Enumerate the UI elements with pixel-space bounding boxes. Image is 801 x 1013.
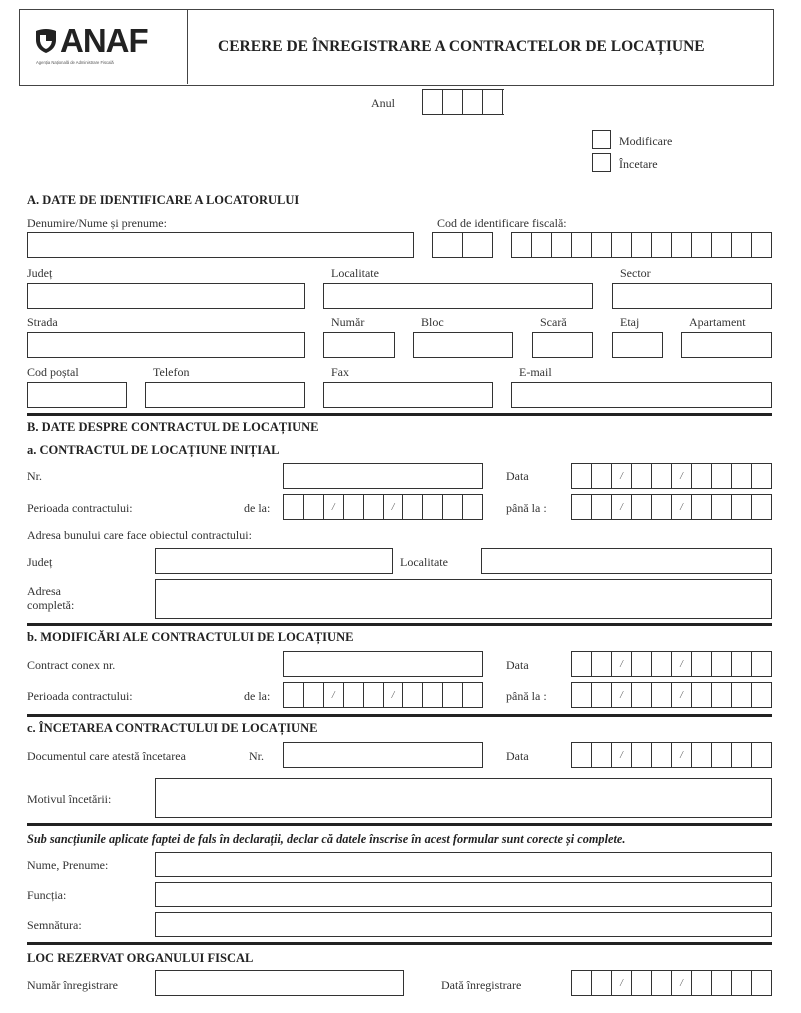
- year-cell[interactable]: [463, 90, 483, 114]
- date-cell[interactable]: [284, 683, 304, 707]
- date-cell[interactable]: [652, 743, 672, 767]
- cif-prefix-cell[interactable]: [433, 233, 463, 257]
- judet-label: Județ: [27, 266, 53, 280]
- scara-input[interactable]: [532, 332, 593, 358]
- section-b-c-title: c. ÎNCETAREA CONTRACTULUI DE LOCAȚIUNE: [27, 721, 318, 735]
- date-separator-cell[interactable]: [672, 464, 692, 488]
- conex-date-cells[interactable]: [571, 651, 772, 677]
- data-label: Data: [506, 469, 529, 483]
- conex-pana-la-label: până la :: [506, 689, 547, 703]
- date-cell[interactable]: [732, 683, 752, 707]
- section-b-a-title: a. CONTRACTUL DE LOCAȚIUNE INIȚIAL: [27, 443, 280, 457]
- date-cell[interactable]: [632, 464, 652, 488]
- date-cell[interactable]: [752, 495, 772, 519]
- date-separator-cell[interactable]: [672, 683, 692, 707]
- date-separator: /: [620, 977, 623, 989]
- date-cell[interactable]: [632, 495, 652, 519]
- date-cell[interactable]: [712, 652, 732, 676]
- conex-period-start-cells[interactable]: [283, 682, 483, 708]
- cif-cell[interactable]: [552, 233, 572, 257]
- numar-input[interactable]: [323, 332, 395, 358]
- date-cell[interactable]: [344, 495, 364, 519]
- cif-cell[interactable]: [512, 233, 532, 257]
- date-separator-cell[interactable]: [612, 971, 632, 995]
- date-cell[interactable]: [692, 743, 712, 767]
- localitate-label: Localitate: [331, 266, 379, 280]
- semnatura-label: Semnătura:: [27, 918, 82, 932]
- functia-label: Funcția:: [27, 888, 67, 902]
- date-cell[interactable]: [572, 464, 592, 488]
- apartament-label: Apartament: [689, 315, 746, 329]
- etaj-label: Etaj: [620, 315, 640, 329]
- date-cell[interactable]: [752, 464, 772, 488]
- telefon-label: Telefon: [153, 365, 190, 379]
- cif-cell[interactable]: [572, 233, 592, 257]
- date-cell[interactable]: [692, 652, 712, 676]
- numar-label: Număr: [331, 315, 365, 329]
- date-separator: /: [620, 689, 623, 701]
- date-cell[interactable]: [443, 683, 463, 707]
- date-separator: /: [620, 501, 623, 513]
- date-cell[interactable]: [712, 464, 732, 488]
- date-cell[interactable]: [443, 495, 463, 519]
- property-judet-input[interactable]: [155, 548, 393, 574]
- date-cell[interactable]: [732, 743, 752, 767]
- termination-nr-input[interactable]: [283, 742, 483, 768]
- cif-cell[interactable]: [732, 233, 752, 257]
- date-separator: /: [620, 658, 623, 670]
- name-input[interactable]: [27, 232, 414, 258]
- date-cell[interactable]: [423, 683, 443, 707]
- date-cell[interactable]: [692, 495, 712, 519]
- cod-postal-label: Cod poștal: [27, 365, 79, 379]
- date-cell[interactable]: [304, 683, 324, 707]
- date-cell[interactable]: [403, 495, 423, 519]
- date-cell[interactable]: [592, 683, 612, 707]
- date-cell[interactable]: [692, 971, 712, 995]
- date-separator: /: [391, 689, 395, 701]
- date-cell[interactable]: [752, 683, 772, 707]
- date-separator: /: [391, 501, 395, 513]
- date-separator: /: [620, 470, 623, 482]
- form-title: CERERE DE ÎNREGISTRARE A CONTRACTELOR DE LOCAȚIUNE: [218, 38, 705, 55]
- property-judet-label: Județ: [27, 555, 53, 569]
- motiv-input[interactable]: [155, 778, 772, 818]
- date-cell[interactable]: [403, 683, 423, 707]
- section-a-title: A. DATE DE IDENTIFICARE A LOCATORULUI: [27, 193, 300, 207]
- cif-cell[interactable]: [672, 233, 692, 257]
- date-separator-cell[interactable]: [672, 652, 692, 676]
- date-cell[interactable]: [364, 683, 384, 707]
- email-label: E-mail: [519, 365, 552, 379]
- date-cell[interactable]: [592, 464, 612, 488]
- section-divider: [27, 823, 772, 826]
- date-cell[interactable]: [632, 743, 652, 767]
- logo-subtitle: Agenția Națională de Administrare Fiscală: [36, 60, 114, 65]
- date-cell[interactable]: [463, 495, 483, 519]
- cif-prefix-cell[interactable]: [463, 233, 493, 257]
- email-input[interactable]: [511, 382, 772, 408]
- section-divider: [27, 413, 772, 416]
- nume-label: Nume, Prenume:: [27, 858, 109, 872]
- date-cell[interactable]: [632, 971, 652, 995]
- cif-prefix-cells[interactable]: [432, 232, 493, 258]
- date-cell[interactable]: [712, 971, 732, 995]
- date-cell[interactable]: [712, 743, 732, 767]
- date-separator: /: [680, 658, 683, 670]
- section-divider: [27, 714, 772, 717]
- adresa-completa-label-1: Adresa: [27, 584, 61, 598]
- adresa-completa-label-2: completă:: [27, 598, 75, 612]
- date-cell[interactable]: [652, 652, 672, 676]
- date-separator: /: [620, 749, 623, 761]
- logo-text: ANAF: [60, 22, 148, 59]
- date-separator-cell[interactable]: [612, 495, 632, 519]
- cif-cell[interactable]: [612, 233, 632, 257]
- conex-period-end-cells[interactable]: [571, 682, 772, 708]
- fax-input[interactable]: [323, 382, 493, 408]
- section-b-b-title: b. MODIFICĂRI ALE CONTRACTULUI DE LOCAȚIUNE: [27, 630, 354, 644]
- date-cell[interactable]: [304, 495, 324, 519]
- telefon-input[interactable]: [145, 382, 305, 408]
- date-cell[interactable]: [652, 971, 672, 995]
- etaj-input[interactable]: [612, 332, 663, 358]
- sector-input[interactable]: [612, 283, 772, 309]
- scara-label: Scară: [540, 315, 567, 329]
- section-divider: [27, 942, 772, 945]
- date-cell[interactable]: [692, 683, 712, 707]
- date-separator: /: [680, 470, 683, 482]
- contract-nr-input[interactable]: [283, 463, 483, 489]
- cod-postal-input[interactable]: [27, 382, 127, 408]
- incetare-label: Încetare: [619, 157, 658, 171]
- conex-de-la-label: de la:: [244, 689, 271, 703]
- date-separator: /: [331, 501, 335, 513]
- year-cells[interactable]: [422, 89, 504, 115]
- date-separator-cell[interactable]: [612, 652, 632, 676]
- date-cell[interactable]: [712, 495, 732, 519]
- period-end-cells[interactable]: [571, 494, 772, 520]
- date-separator-cell[interactable]: [384, 683, 404, 707]
- date-cell[interactable]: [344, 683, 364, 707]
- section-divider: [27, 623, 772, 626]
- numar-inregistrare-input[interactable]: [155, 970, 404, 996]
- date-separator-cell[interactable]: [324, 495, 344, 519]
- pana-la-label: până la :: [506, 501, 547, 515]
- date-separator-cell[interactable]: [672, 743, 692, 767]
- date-separator: /: [680, 501, 683, 513]
- data-inregistrare-label: Dată înregistrare: [441, 978, 522, 992]
- termination-nr-label: Nr.: [249, 749, 264, 763]
- de-la-label: de la:: [244, 501, 271, 515]
- date-cell[interactable]: [284, 495, 304, 519]
- judet-input[interactable]: [27, 283, 305, 309]
- fax-label: Fax: [331, 365, 349, 379]
- strada-input[interactable]: [27, 332, 305, 358]
- contract-conex-label: Contract conex nr.: [27, 658, 116, 672]
- cif-cell[interactable]: [652, 233, 672, 257]
- incetare-checkbox[interactable]: [592, 153, 611, 172]
- date-cell[interactable]: [364, 495, 384, 519]
- name-label: Denumire/Nume și prenume:: [27, 216, 167, 230]
- section-b-title: B. DATE DESPRE CONTRACTUL DE LOCAȚIUNE: [27, 420, 319, 434]
- date-cell[interactable]: [732, 464, 752, 488]
- perioada-label: Perioada contractului:: [27, 501, 133, 515]
- conex-data-label: Data: [506, 658, 529, 672]
- document-label: Documentul care atestă încetarea: [27, 749, 186, 763]
- date-cell[interactable]: [463, 683, 483, 707]
- motiv-label: Motivul încetării:: [27, 792, 112, 806]
- date-separator: /: [680, 749, 683, 761]
- date-cell[interactable]: [632, 683, 652, 707]
- cif-label: Cod de identificare fiscală:: [437, 216, 567, 230]
- property-localitate-label: Localitate: [400, 555, 448, 569]
- date-cell[interactable]: [752, 743, 772, 767]
- strada-label: Strada: [27, 315, 58, 329]
- date-cell[interactable]: [692, 464, 712, 488]
- apartament-input[interactable]: [681, 332, 772, 358]
- functia-input[interactable]: [155, 882, 772, 907]
- date-cell[interactable]: [652, 683, 672, 707]
- date-separator-cell[interactable]: [384, 495, 404, 519]
- adresa-completa-input[interactable]: [155, 579, 772, 619]
- date-separator-cell[interactable]: [672, 495, 692, 519]
- cif-cell[interactable]: [712, 233, 732, 257]
- semnatura-input[interactable]: [155, 912, 772, 937]
- nr-label: Nr.: [27, 469, 42, 483]
- date-cell[interactable]: [732, 652, 752, 676]
- anaf-shield-icon: [34, 28, 58, 54]
- cif-cells[interactable]: [511, 232, 772, 258]
- date-cell[interactable]: [423, 495, 443, 519]
- logo-area: [20, 10, 188, 84]
- date-separator: /: [680, 977, 683, 989]
- date-cell[interactable]: [712, 683, 732, 707]
- declaration-text: Sub sancțiunile aplicate faptei de fals în declarații, declar că datele înscrise în acest formular sunt corecte și complete.: [27, 832, 626, 846]
- fiscal-title: LOC REZERVAT ORGANULUI FISCAL: [27, 951, 254, 965]
- numar-inregistrare-label: Număr înregistrare: [27, 978, 118, 992]
- year-cell[interactable]: [423, 90, 443, 114]
- date-cell[interactable]: [592, 971, 612, 995]
- bloc-label: Bloc: [421, 315, 444, 329]
- date-cell[interactable]: [752, 971, 772, 995]
- cif-cell[interactable]: [592, 233, 612, 257]
- cif-cell[interactable]: [632, 233, 652, 257]
- date-cell[interactable]: [592, 495, 612, 519]
- cif-cell[interactable]: [532, 233, 552, 257]
- date-cell[interactable]: [652, 495, 672, 519]
- conex-perioada-label: Perioada contractului:: [27, 689, 133, 703]
- date-cell[interactable]: [732, 495, 752, 519]
- date-cell[interactable]: [572, 971, 592, 995]
- cif-cell[interactable]: [692, 233, 712, 257]
- sector-label: Sector: [620, 266, 651, 280]
- date-cell[interactable]: [732, 971, 752, 995]
- contract-date-cells[interactable]: [571, 463, 772, 489]
- year-cell[interactable]: [483, 90, 503, 114]
- date-cell[interactable]: [592, 743, 612, 767]
- modificare-checkbox[interactable]: [592, 130, 611, 149]
- date-separator-cell[interactable]: [612, 743, 632, 767]
- data-inregistrare-cells[interactable]: [571, 970, 772, 996]
- cif-cell[interactable]: [752, 233, 772, 257]
- date-cell[interactable]: [592, 652, 612, 676]
- period-start-cells[interactable]: [283, 494, 483, 520]
- year-label: Anul: [371, 96, 395, 110]
- date-cell[interactable]: [572, 683, 592, 707]
- date-cell[interactable]: [752, 652, 772, 676]
- adresa-bun-label: Adresa bunului care face obiectul contractului:: [27, 528, 252, 542]
- header-box: [19, 9, 774, 86]
- date-separator-cell[interactable]: [612, 683, 632, 707]
- date-separator: /: [680, 689, 683, 701]
- property-localitate-input[interactable]: [481, 548, 772, 574]
- modificare-label: Modificare: [619, 134, 673, 148]
- termination-data-label: Data: [506, 749, 529, 763]
- date-separator-cell[interactable]: [612, 464, 632, 488]
- date-cell[interactable]: [632, 652, 652, 676]
- date-separator: /: [331, 689, 335, 701]
- localitate-input[interactable]: [323, 283, 593, 309]
- termination-date-cells[interactable]: [571, 742, 772, 768]
- contract-conex-input[interactable]: [283, 651, 483, 677]
- date-separator-cell[interactable]: [324, 683, 344, 707]
- date-cell[interactable]: [572, 743, 592, 767]
- date-cell[interactable]: [572, 495, 592, 519]
- nume-input[interactable]: [155, 852, 772, 877]
- date-cell[interactable]: [572, 652, 592, 676]
- date-cell[interactable]: [652, 464, 672, 488]
- bloc-input[interactable]: [413, 332, 513, 358]
- date-separator-cell[interactable]: [672, 971, 692, 995]
- year-cell[interactable]: [443, 90, 463, 114]
